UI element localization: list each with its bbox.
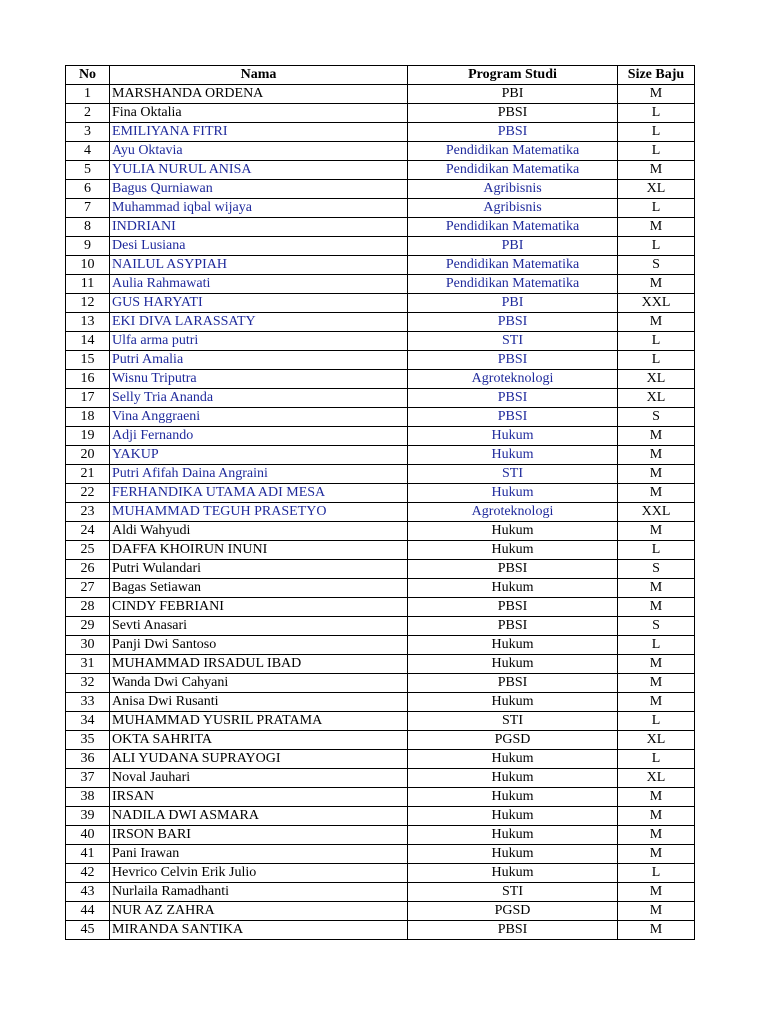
cell-program-studi[interactable]: Pendidikan Matematika (408, 218, 618, 237)
cell-nama[interactable]: Wanda Dwi Cahyani (110, 674, 408, 693)
cell-program-studi[interactable]: Hukum (408, 522, 618, 541)
table-row (66, 560, 695, 579)
table-row (66, 446, 695, 465)
cell-size-baju[interactable]: S (618, 256, 695, 275)
cell-program-studi[interactable]: PBI (408, 294, 618, 313)
cell-no[interactable]: 41 (66, 845, 110, 864)
table-row (66, 864, 695, 883)
cell-size-baju[interactable]: L (618, 541, 695, 560)
table-row (66, 674, 695, 693)
cell-program-studi[interactable]: Agribisnis (408, 199, 618, 218)
cell-size-baju[interactable]: XL (618, 180, 695, 199)
cell-nama[interactable]: Nurlaila Ramadhanti (110, 883, 408, 902)
cell-nama[interactable]: Pani Irawan (110, 845, 408, 864)
table-row (66, 85, 695, 104)
cell-no[interactable]: 13 (66, 313, 110, 332)
cell-program-studi[interactable]: Hukum (408, 446, 618, 465)
table-row (66, 636, 695, 655)
cell-size-baju[interactable]: L (618, 636, 695, 655)
cell-nama[interactable]: Putri Afifah Daina Angraini (110, 465, 408, 484)
table-row (66, 541, 695, 560)
cell-no[interactable]: 23 (66, 503, 110, 522)
cell-nama[interactable]: Ulfa arma putri (110, 332, 408, 351)
cell-program-studi[interactable]: Hukum (408, 579, 618, 598)
cell-no[interactable]: 43 (66, 883, 110, 902)
header-nama[interactable]: Nama (110, 66, 408, 85)
cell-size-baju[interactable]: M (618, 902, 695, 921)
cell-nama[interactable]: EMILIYANA FITRI (110, 123, 408, 142)
cell-program-studi[interactable]: Agribisnis (408, 180, 618, 199)
cell-size-baju[interactable]: M (618, 218, 695, 237)
table-row (66, 351, 695, 370)
cell-program-studi[interactable]: Hukum (408, 427, 618, 446)
cell-no[interactable]: 6 (66, 180, 110, 199)
cell-no[interactable]: 5 (66, 161, 110, 180)
cell-no[interactable]: 26 (66, 560, 110, 579)
cell-program-studi[interactable]: PBSI (408, 921, 618, 940)
cell-size-baju[interactable]: M (618, 826, 695, 845)
cell-no[interactable]: 36 (66, 750, 110, 769)
table-row (66, 845, 695, 864)
cell-size-baju[interactable]: XL (618, 370, 695, 389)
cell-program-studi[interactable]: PBSI (408, 598, 618, 617)
cell-size-baju[interactable]: M (618, 579, 695, 598)
table-row (66, 313, 695, 332)
cell-size-baju[interactable]: M (618, 313, 695, 332)
cell-no[interactable]: 9 (66, 237, 110, 256)
cell-program-studi[interactable]: PBSI (408, 104, 618, 123)
cell-program-studi[interactable]: Hukum (408, 826, 618, 845)
student-shirt-size-table (65, 65, 695, 940)
header-program-studi[interactable]: Program Studi (408, 66, 618, 85)
cell-no[interactable]: 22 (66, 484, 110, 503)
table-row (66, 237, 695, 256)
cell-size-baju[interactable]: L (618, 123, 695, 142)
cell-nama[interactable]: Vina Anggraeni (110, 408, 408, 427)
cell-size-baju[interactable]: M (618, 693, 695, 712)
table-row (66, 750, 695, 769)
cell-program-studi[interactable]: Agroteknologi (408, 370, 618, 389)
cell-size-baju[interactable]: M (618, 161, 695, 180)
table-row (66, 769, 695, 788)
cell-no[interactable]: 31 (66, 655, 110, 674)
cell-no[interactable]: 34 (66, 712, 110, 731)
cell-size-baju[interactable]: L (618, 351, 695, 370)
cell-program-studi[interactable]: Agroteknologi (408, 503, 618, 522)
cell-nama[interactable]: NUR AZ ZAHRA (110, 902, 408, 921)
cell-program-studi[interactable]: Hukum (408, 693, 618, 712)
table-body (66, 85, 695, 940)
cell-no[interactable]: 25 (66, 541, 110, 560)
cell-no[interactable]: 28 (66, 598, 110, 617)
cell-no[interactable]: 37 (66, 769, 110, 788)
cell-program-studi[interactable]: Hukum (408, 655, 618, 674)
cell-program-studi[interactable]: Hukum (408, 484, 618, 503)
cell-program-studi[interactable]: Hukum (408, 769, 618, 788)
cell-program-studi[interactable]: Hukum (408, 845, 618, 864)
cell-size-baju[interactable]: M (618, 845, 695, 864)
table-row (66, 370, 695, 389)
cell-nama[interactable]: Putri Wulandari (110, 560, 408, 579)
cell-size-baju[interactable]: XXL (618, 503, 695, 522)
cell-no[interactable]: 33 (66, 693, 110, 712)
table-row (66, 712, 695, 731)
cell-no[interactable]: 44 (66, 902, 110, 921)
table-row (66, 294, 695, 313)
cell-no[interactable]: 32 (66, 674, 110, 693)
cell-nama[interactable]: Fina Oktalia (110, 104, 408, 123)
cell-no[interactable]: 19 (66, 427, 110, 446)
cell-no[interactable]: 27 (66, 579, 110, 598)
cell-program-studi[interactable]: STI (408, 883, 618, 902)
table-row (66, 731, 695, 750)
cell-size-baju[interactable]: XXL (618, 294, 695, 313)
cell-size-baju[interactable]: XL (618, 389, 695, 408)
cell-nama[interactable]: Sevti Anasari (110, 617, 408, 636)
cell-nama[interactable]: YULIA NURUL ANISA (110, 161, 408, 180)
cell-nama[interactable]: YAKUP (110, 446, 408, 465)
cell-nama[interactable]: IRSAN (110, 788, 408, 807)
cell-nama[interactable]: NAILUL ASYPIAH (110, 256, 408, 275)
cell-program-studi[interactable]: Hukum (408, 788, 618, 807)
cell-program-studi[interactable]: Pendidikan Matematika (408, 275, 618, 294)
cell-size-baju[interactable]: XL (618, 731, 695, 750)
cell-size-baju[interactable]: M (618, 446, 695, 465)
cell-nama[interactable]: Anisa Dwi Rusanti (110, 693, 408, 712)
cell-program-studi[interactable]: PBSI (408, 408, 618, 427)
cell-no[interactable]: 40 (66, 826, 110, 845)
table-row (66, 579, 695, 598)
cell-no[interactable]: 16 (66, 370, 110, 389)
cell-size-baju[interactable]: M (618, 807, 695, 826)
cell-program-studi[interactable]: PBI (408, 85, 618, 104)
cell-size-baju[interactable]: M (618, 522, 695, 541)
table-row (66, 826, 695, 845)
cell-no[interactable]: 24 (66, 522, 110, 541)
cell-size-baju[interactable]: M (618, 883, 695, 902)
cell-size-baju[interactable]: S (618, 617, 695, 636)
cell-size-baju[interactable]: M (618, 484, 695, 503)
cell-no[interactable]: 45 (66, 921, 110, 940)
table-row (66, 883, 695, 902)
table-row (66, 503, 695, 522)
cell-nama[interactable]: INDRIANI (110, 218, 408, 237)
table-row (66, 161, 695, 180)
table-row (66, 807, 695, 826)
table-row (66, 617, 695, 636)
table-row (66, 218, 695, 237)
table-row (66, 180, 695, 199)
cell-program-studi[interactable]: PGSD (408, 902, 618, 921)
cell-nama[interactable]: Noval Jauhari (110, 769, 408, 788)
cell-no[interactable]: 1 (66, 85, 110, 104)
cell-program-studi[interactable]: STI (408, 465, 618, 484)
cell-size-baju[interactable]: S (618, 408, 695, 427)
header-no[interactable]: No (66, 66, 110, 85)
cell-program-studi[interactable]: PBSI (408, 560, 618, 579)
cell-nama[interactable]: MUHAMMAD IRSADUL IBAD (110, 655, 408, 674)
cell-program-studi[interactable]: Pendidikan Matematika (408, 161, 618, 180)
header-size-baju[interactable]: Size Baju (618, 66, 695, 85)
table-row (66, 408, 695, 427)
table-row (66, 902, 695, 921)
cell-no[interactable]: 38 (66, 788, 110, 807)
cell-no[interactable]: 12 (66, 294, 110, 313)
cell-program-studi[interactable]: PBI (408, 237, 618, 256)
cell-nama[interactable]: MUHAMMAD TEGUH PRASETYO (110, 503, 408, 522)
cell-nama[interactable]: Aldi Wahyudi (110, 522, 408, 541)
cell-no[interactable]: 18 (66, 408, 110, 427)
cell-size-baju[interactable]: M (618, 921, 695, 940)
cell-no[interactable]: 11 (66, 275, 110, 294)
cell-nama[interactable]: EKI DIVA LARASSATY (110, 313, 408, 332)
table-row (66, 484, 695, 503)
cell-program-studi[interactable]: PGSD (408, 731, 618, 750)
cell-nama[interactable]: GUS HARYATI (110, 294, 408, 313)
cell-program-studi[interactable]: PBSI (408, 674, 618, 693)
cell-program-studi[interactable]: Hukum (408, 750, 618, 769)
cell-no[interactable]: 10 (66, 256, 110, 275)
cell-nama[interactable]: Putri Amalia (110, 351, 408, 370)
spreadsheet-page (65, 65, 694, 940)
cell-size-baju[interactable]: M (618, 598, 695, 617)
cell-size-baju[interactable]: M (618, 788, 695, 807)
cell-size-baju[interactable]: L (618, 142, 695, 161)
table-row (66, 123, 695, 142)
cell-nama[interactable]: MARSHANDA ORDENA (110, 85, 408, 104)
cell-size-baju[interactable]: L (618, 104, 695, 123)
cell-size-baju[interactable]: L (618, 332, 695, 351)
table-row (66, 522, 695, 541)
cell-nama[interactable]: Desi Lusiana (110, 237, 408, 256)
cell-no[interactable]: 4 (66, 142, 110, 161)
table-row (66, 256, 695, 275)
cell-no[interactable]: 7 (66, 199, 110, 218)
cell-no[interactable]: 14 (66, 332, 110, 351)
cell-size-baju[interactable]: L (618, 750, 695, 769)
table-row (66, 465, 695, 484)
cell-size-baju[interactable]: XL (618, 769, 695, 788)
table-row (66, 921, 695, 940)
cell-program-studi[interactable]: STI (408, 712, 618, 731)
cell-program-studi[interactable]: PBSI (408, 313, 618, 332)
cell-no[interactable]: 20 (66, 446, 110, 465)
cell-nama[interactable]: Hevrico Celvin Erik Julio (110, 864, 408, 883)
table-row (66, 427, 695, 446)
cell-size-baju[interactable]: M (618, 275, 695, 294)
cell-nama[interactable]: IRSON BARI (110, 826, 408, 845)
cell-program-studi[interactable]: Pendidikan Matematika (408, 142, 618, 161)
cell-nama[interactable]: OKTA SAHRITA (110, 731, 408, 750)
table-row (66, 275, 695, 294)
table-row (66, 389, 695, 408)
cell-program-studi[interactable]: Hukum (408, 636, 618, 655)
cell-size-baju[interactable]: M (618, 427, 695, 446)
table-header-row (66, 66, 695, 85)
cell-nama[interactable]: NADILA DWI ASMARA (110, 807, 408, 826)
cell-nama[interactable]: CINDY FEBRIANI (110, 598, 408, 617)
cell-nama[interactable]: DAFFA KHOIRUN INUNI (110, 541, 408, 560)
cell-nama[interactable]: Muhammad iqbal wijaya (110, 199, 408, 218)
cell-nama[interactable]: Aulia Rahmawati (110, 275, 408, 294)
cell-nama[interactable]: MIRANDA SANTIKA (110, 921, 408, 940)
cell-program-studi[interactable]: Hukum (408, 807, 618, 826)
cell-size-baju[interactable]: L (618, 864, 695, 883)
table-row (66, 142, 695, 161)
cell-no[interactable]: 30 (66, 636, 110, 655)
table-row (66, 788, 695, 807)
table-row (66, 199, 695, 218)
cell-nama[interactable]: Panji Dwi Santoso (110, 636, 408, 655)
cell-nama[interactable]: Bagas Setiawan (110, 579, 408, 598)
cell-program-studi[interactable]: Hukum (408, 541, 618, 560)
table-row (66, 104, 695, 123)
cell-size-baju[interactable]: L (618, 712, 695, 731)
cell-size-baju[interactable]: M (618, 674, 695, 693)
table-row (66, 655, 695, 674)
cell-no[interactable]: 15 (66, 351, 110, 370)
cell-nama[interactable]: Adji Fernando (110, 427, 408, 446)
cell-no[interactable]: 35 (66, 731, 110, 750)
cell-nama[interactable]: ALI YUDANA SUPRAYOGI (110, 750, 408, 769)
cell-size-baju[interactable]: L (618, 199, 695, 218)
cell-size-baju[interactable]: M (618, 465, 695, 484)
table-row (66, 598, 695, 617)
cell-nama[interactable]: Selly Tria Ananda (110, 389, 408, 408)
table-row (66, 693, 695, 712)
cell-no[interactable]: 29 (66, 617, 110, 636)
cell-no[interactable]: 17 (66, 389, 110, 408)
cell-program-studi[interactable]: PBSI (408, 389, 618, 408)
cell-nama[interactable]: Ayu Oktavia (110, 142, 408, 161)
cell-nama[interactable]: FERHANDIKA UTAMA ADI MESA (110, 484, 408, 503)
cell-program-studi[interactable]: PBSI (408, 617, 618, 636)
cell-program-studi[interactable]: PBSI (408, 351, 618, 370)
cell-program-studi[interactable]: STI (408, 332, 618, 351)
cell-no[interactable]: 21 (66, 465, 110, 484)
cell-no[interactable]: 2 (66, 104, 110, 123)
cell-size-baju[interactable]: M (618, 85, 695, 104)
cell-no[interactable]: 39 (66, 807, 110, 826)
cell-size-baju[interactable]: M (618, 655, 695, 674)
cell-nama[interactable]: MUHAMMAD YUSRIL PRATAMA (110, 712, 408, 731)
cell-nama[interactable]: Wisnu Triputra (110, 370, 408, 389)
cell-program-studi[interactable]: PBSI (408, 123, 618, 142)
cell-no[interactable]: 3 (66, 123, 110, 142)
cell-nama[interactable]: Bagus Qurniawan (110, 180, 408, 199)
cell-no[interactable]: 8 (66, 218, 110, 237)
cell-size-baju[interactable]: S (618, 560, 695, 579)
cell-program-studi[interactable]: Pendidikan Matematika (408, 256, 618, 275)
cell-program-studi[interactable]: Hukum (408, 864, 618, 883)
cell-size-baju[interactable]: L (618, 237, 695, 256)
cell-no[interactable]: 42 (66, 864, 110, 883)
table-row (66, 332, 695, 351)
